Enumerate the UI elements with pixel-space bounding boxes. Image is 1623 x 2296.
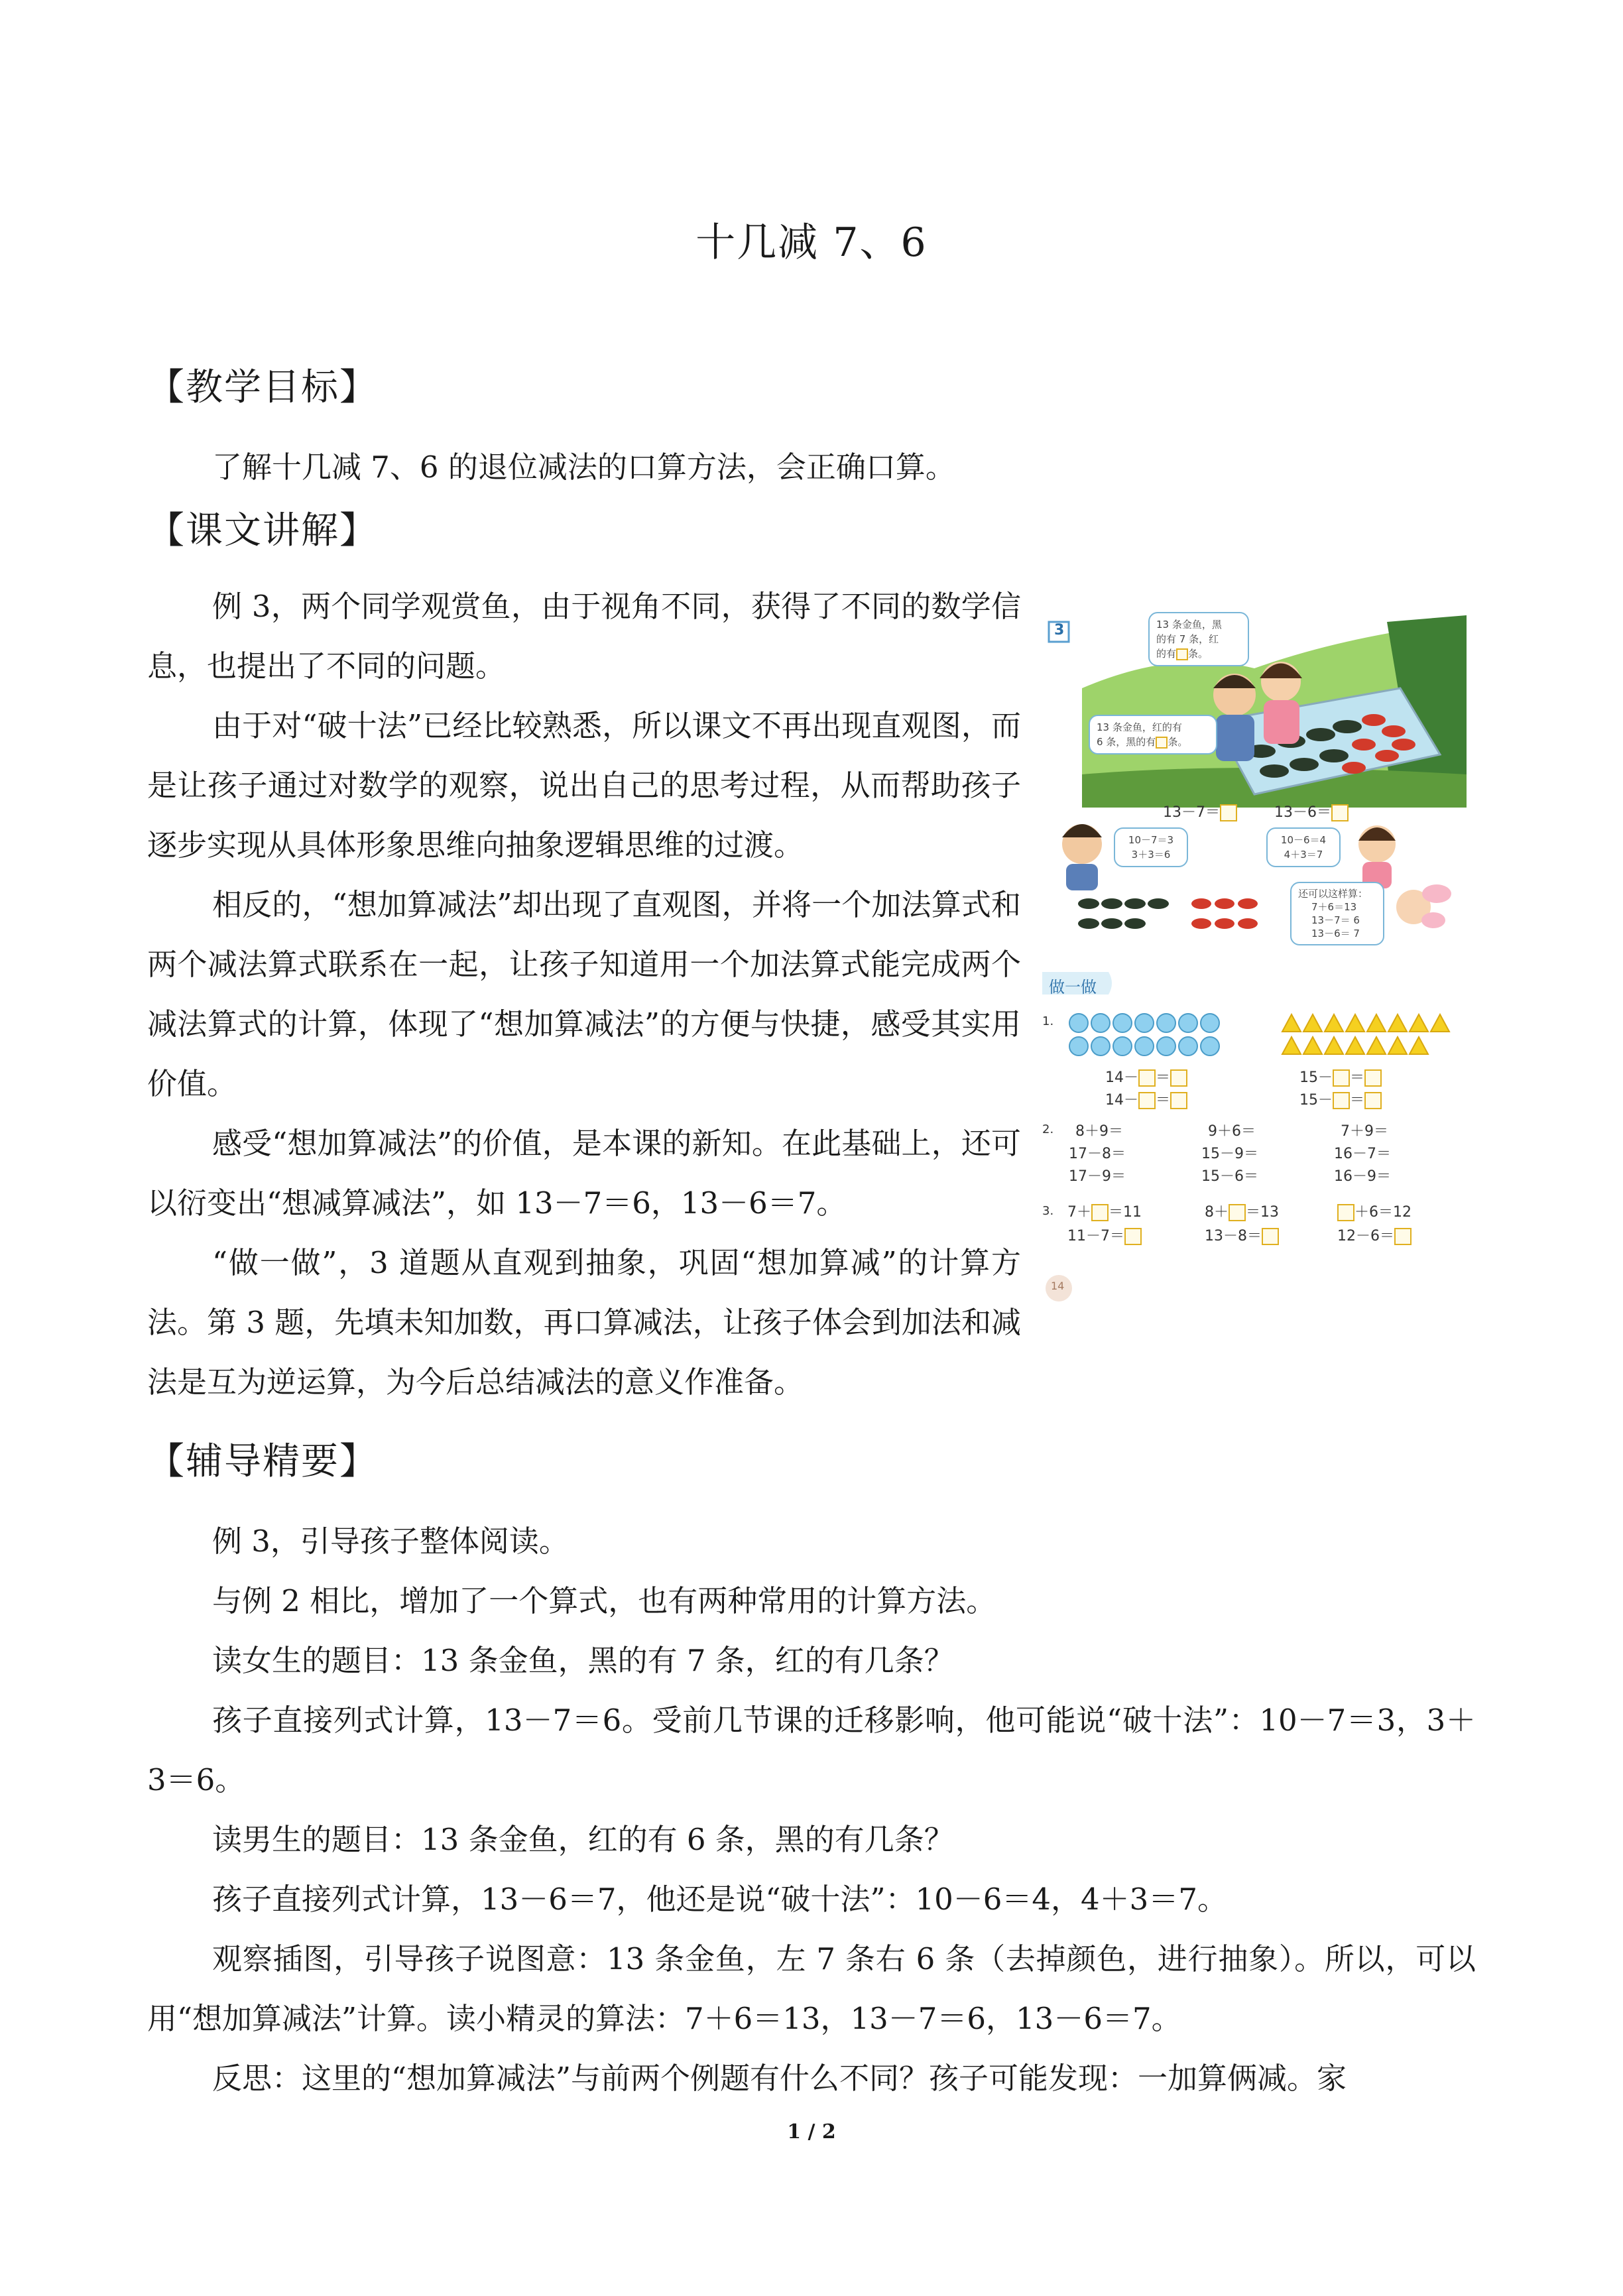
paragraph: 感受“想加算减法”的价值，是本课的新知。在此基础上，还可以衍变出“想减算减法”，如 13－7＝6，13－6＝7。 — [147, 1126, 1021, 1221]
question-3-number: 3. — [1042, 1204, 1054, 1218]
boy-icon — [1213, 674, 1256, 761]
practice-title: 做一做 — [1049, 978, 1097, 997]
triangles-icon — [1282, 1014, 1449, 1054]
thought-line: 还可以这样算： — [1298, 888, 1368, 900]
q1-right-line-2: 15－ ＝ — [1299, 1089, 1382, 1109]
bubble-line: 13 条金鱼，黑 — [1156, 619, 1222, 631]
goal-text — [147, 438, 1476, 497]
thought-line: 10－6＝4 — [1280, 834, 1327, 846]
example-number: 3 — [1054, 622, 1065, 638]
seven-black-fish-icon — [1078, 898, 1169, 929]
paragraph: 反思：这里的“想加算减法”与前两个例题有什么不同？孩子可能发现：一加算俩减。家 — [212, 2061, 1347, 2096]
q2-item: 17－9＝ — [1069, 1168, 1126, 1185]
q3-item: 13－8＝ — [1205, 1225, 1279, 1248]
bubble-line: 的有 条。 — [1156, 648, 1209, 660]
bubble-line: 13 条金鱼，红的有 — [1097, 721, 1182, 733]
equation-13-minus-7: 13－7＝ — [1163, 801, 1237, 821]
paragraph: 读女生的题目：13 条金鱼，黑的有 7 条，红的有几条？ — [212, 1643, 954, 1678]
q2-item: 8＋9＝ — [1075, 1123, 1123, 1140]
paragraph: 了解十几减 7、6 的退位减法的口算方法，会正确口算。 — [212, 450, 955, 485]
sprite-icon — [1396, 884, 1451, 928]
q2-column-1 — [1069, 1120, 1126, 1188]
q1-right-line-1: 15－ ＝ — [1299, 1066, 1382, 1087]
paragraph: 孩子直接列式计算，13－6＝7，他还是说“破十法”：10－6＝4，4＋3＝7。 — [212, 1882, 1227, 1917]
q3-item: ＋6＝12 — [1337, 1201, 1412, 1225]
equation-13-minus-6: 13－6＝ — [1274, 801, 1349, 821]
q3-group-b — [1205, 1201, 1279, 1248]
paragraph: 相反的，“想加算减法”却出现了直观图，并将一个加法算式和两个减法算式联系在一起，让孩子知道用一个加法算式能完成两个减法算式的计算，体现了“想加算减法”的方便与快捷，感受其实用价值。 — [147, 887, 1021, 1101]
paragraph: 观察插图，引导孩子说图意：13 条金鱼，左 7 条右 6 条（去掉颜色，进行抽象）。所以，可以用“想加算减法”计算。读小精灵的算法：7＋6＝13，13－7＝6，13－6＝7。 — [147, 1941, 1476, 2036]
paragraph: 由于对“破十法”已经比较熟悉，所以课文不再出现直观图，而是让孩子通过对数学的观察，说出自己的思考过程，从而帮助孩子逐步实现从具体形象思维向抽象逻辑思维的过渡。 — [147, 708, 1021, 863]
q3-item: 7＋ ＝11 — [1067, 1204, 1142, 1221]
paragraph: “做一做”，3 道题从直观到抽象，巩固“想加算减”的计算方法。第 3 题，先填未知加数，再口算减法，让孩子体会到加法和减法是互为逆运算，为今后总结减法的意义作准备。 — [147, 1245, 1021, 1400]
thought-line: 10－7＝3 — [1128, 834, 1174, 846]
paragraph: 例 3，引导孩子整体阅读。 — [212, 1524, 569, 1559]
sprite-thought-bubble — [1290, 882, 1384, 945]
boy-speech-bubble — [1089, 715, 1217, 755]
lesson-text — [147, 577, 1021, 1412]
page-title: 十几减 7、6 — [695, 219, 928, 266]
thought-line: 13－6＝ 7 — [1311, 928, 1360, 939]
thought-line: 3＋3＝6 — [1131, 849, 1171, 861]
q2-item: 16－9＝ — [1334, 1168, 1391, 1185]
q3-group-c — [1337, 1201, 1412, 1248]
q2-item: 16－7＝ — [1334, 1146, 1391, 1162]
q3-item: 8＋ ＝13 — [1205, 1204, 1279, 1221]
paragraph: 孩子直接列式计算，13－7＝6。受前几节课的迁移影响，他可能说“破十法”：10－7＝3，3＋3＝6。 — [147, 1703, 1476, 1797]
q2-item: 17－8＝ — [1069, 1146, 1126, 1162]
section-heading-lesson: 【课文讲解】 — [147, 509, 378, 552]
paragraph: 读男生的题目：13 条金鱼，红的有 6 条，黑的有几条？ — [212, 1822, 954, 1857]
girl-thought-bubble — [1266, 827, 1341, 867]
boy-face-icon — [1062, 824, 1102, 890]
q2-item: 15－6＝ — [1201, 1168, 1258, 1185]
q2-column-2 — [1201, 1120, 1258, 1188]
girl-speech-bubble — [1148, 612, 1249, 666]
q3-item: 12－6＝ — [1337, 1225, 1412, 1248]
textbook-page-number: 14 — [1051, 1280, 1065, 1292]
q1-left-line-1: 14－ ＝ — [1105, 1066, 1187, 1087]
q3-item: 11－7＝ — [1067, 1225, 1142, 1248]
girl-icon — [1260, 662, 1302, 744]
section-heading-goal: 【教学目标】 — [147, 366, 378, 409]
girl-face-icon — [1358, 825, 1396, 888]
section-heading-guide: 【辅导精要】 — [147, 1440, 378, 1483]
question-2-number: 2. — [1042, 1122, 1054, 1136]
q1-left-line-2: 14－ ＝ — [1105, 1089, 1187, 1109]
six-red-fish-icon — [1191, 898, 1258, 929]
thought-line: 13－7＝ 6 — [1311, 914, 1360, 926]
boy-thought-bubble — [1114, 827, 1188, 867]
circles-icon — [1069, 1014, 1219, 1056]
paragraph: 与例 2 相比，增加了一个算式，也有两种常用的计算方法。 — [212, 1583, 996, 1618]
q2-item: 15－9＝ — [1201, 1146, 1258, 1162]
thought-line: 7＋6＝13 — [1311, 901, 1357, 913]
thought-line: 4＋3＝7 — [1284, 849, 1323, 861]
q2-column-3 — [1334, 1120, 1391, 1188]
page-footer: 1 / 2 — [787, 2120, 836, 2144]
paragraph: 例 3，两个同学观赏鱼，由于视角不同，获得了不同的数学信息，也提出了不同的问题。 — [147, 589, 1021, 684]
textbook-illustration — [1042, 609, 1480, 1305]
bubble-line: 的有 7 条，红 — [1156, 633, 1219, 645]
q2-item: 7＋9＝ — [1341, 1123, 1388, 1140]
bubble-line: 6 条，黑的有 条。 — [1097, 736, 1188, 748]
q2-item: 9＋6＝ — [1208, 1123, 1256, 1140]
q3-group-a — [1067, 1201, 1142, 1248]
guide-text — [147, 1512, 1476, 2108]
question-1-number: 1. — [1042, 1014, 1054, 1028]
